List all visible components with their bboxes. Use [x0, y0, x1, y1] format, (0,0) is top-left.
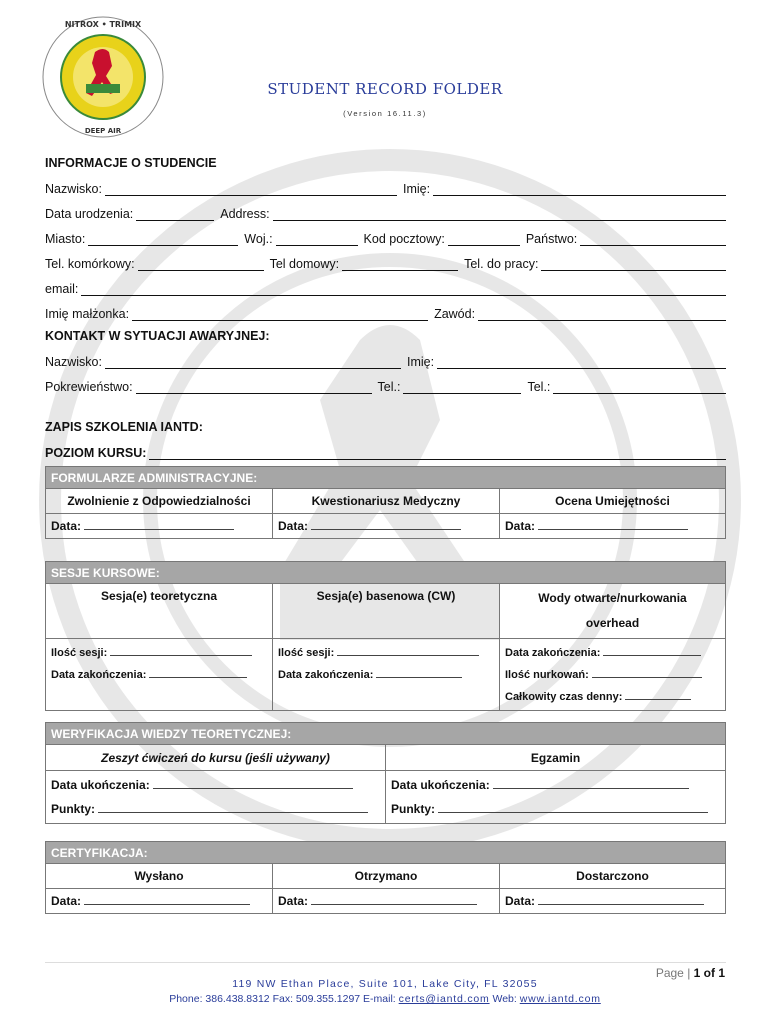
- waiver-date-label: Data:: [51, 519, 82, 533]
- footer-address: 119 NW Ethan Place, Suite 101, Lake City, FL 32055: [232, 978, 538, 990]
- sent-header: Wysłano: [46, 864, 273, 889]
- delivered-date-cell: [500, 889, 726, 914]
- workbook-cell: [46, 771, 386, 824]
- birth-date-field[interactable]: [136, 207, 214, 221]
- course-level-label: POZIOM KURSU:: [45, 446, 147, 460]
- emergency-tel2-label: Tel.:: [527, 380, 551, 394]
- theory-completion-field[interactable]: [149, 667, 247, 678]
- email-field[interactable]: [81, 282, 726, 296]
- open-water-header-line1: Wody otwarte/nurkowania: [538, 591, 687, 605]
- medical-date-label: Data:: [278, 519, 309, 533]
- row-course-level: [45, 442, 726, 460]
- emergency-tel2-field[interactable]: [553, 380, 726, 394]
- row-name: [45, 178, 726, 196]
- received-header: Otrzymano: [273, 864, 500, 889]
- row-city: [45, 228, 726, 246]
- work-phone-label: Tel. do pracy:: [464, 257, 539, 271]
- exam-completion-field[interactable]: [493, 778, 689, 789]
- emergency-first-name-label: Imię:: [406, 355, 435, 369]
- pool-completion-field[interactable]: [376, 667, 462, 678]
- first-name-label: Imię:: [402, 182, 431, 196]
- skills-date-field[interactable]: [538, 519, 688, 530]
- pool-count-label: Ilość sesji:: [278, 647, 335, 659]
- open-water-cell: [500, 639, 726, 711]
- medical-date-cell: [273, 514, 500, 539]
- emergency-tel1-field[interactable]: [403, 380, 521, 394]
- footer-phone-fax: Phone: 386.438.8312 Fax: 509.355.1297 E-mail:: [169, 993, 396, 1005]
- document-version: (Version 16.11.3): [343, 109, 427, 118]
- emergency-first-name-field[interactable]: [437, 355, 726, 369]
- province-field[interactable]: [276, 232, 358, 246]
- dive-count-label: Ilość nurkowań:: [505, 669, 589, 681]
- svg-text:DEEP AIR: DEEP AIR: [84, 127, 122, 135]
- waiver-header: Zwolnienie z Odpowiedzialności: [46, 489, 273, 514]
- workbook-points-label: Punkty:: [51, 802, 96, 816]
- skills-assessment-header: Ocena Umiejętności: [500, 489, 726, 514]
- workbook-header: Zeszyt ćwiczeń do kursu (jeśli używany): [46, 745, 386, 771]
- document-title: STUDENT RECORD FOLDER: [267, 80, 503, 98]
- theory-sessions-header: Sesja(e) teoretyczna: [46, 584, 273, 639]
- delivered-header: Dostarczono: [500, 864, 726, 889]
- svg-text:NITROX • TRIMIX: NITROX • TRIMIX: [64, 20, 142, 29]
- theory-count-field[interactable]: [110, 645, 252, 656]
- home-phone-field[interactable]: [342, 257, 458, 271]
- email-label: email:: [45, 282, 79, 296]
- first-name-field[interactable]: [433, 182, 726, 196]
- knowledge-verification-heading: WERYFIKACJA WIEDZY TEORETYCZNEJ:: [46, 723, 726, 745]
- birth-date-label: Data urodzenia:: [45, 207, 134, 221]
- footer-email-link[interactable]: certs@iantd.com: [398, 993, 490, 1005]
- province-label: Woj.:: [244, 232, 273, 246]
- skills-date-cell: [500, 514, 726, 539]
- course-sessions-heading: SESJE KURSOWE:: [46, 562, 726, 584]
- footer-web-label: Web:: [492, 993, 517, 1005]
- workbook-points-field[interactable]: [98, 802, 368, 813]
- dive-count-field[interactable]: [592, 667, 702, 678]
- ow-completion-field[interactable]: [603, 645, 701, 656]
- relation-label: Pokrewieństwo:: [45, 380, 133, 394]
- row-phones: [45, 253, 726, 271]
- received-date-field[interactable]: [311, 894, 477, 905]
- footer-web-link[interactable]: www.iantd.com: [519, 993, 601, 1005]
- emergency-surname-label: Nazwisko:: [45, 355, 102, 369]
- city-field[interactable]: [88, 232, 238, 246]
- row-emergency-name: [45, 351, 726, 369]
- exam-header: Egzamin: [386, 745, 726, 771]
- sent-date-field[interactable]: [84, 894, 250, 905]
- workbook-completion-field[interactable]: [153, 778, 353, 789]
- theory-count-label: Ilość sesji:: [51, 647, 108, 659]
- pool-count-field[interactable]: [337, 645, 479, 656]
- received-date-cell: [273, 889, 500, 914]
- open-water-header: [500, 584, 726, 639]
- sent-date-label: Data:: [51, 894, 82, 908]
- emergency-tel1-label: Tel.:: [377, 380, 401, 394]
- relation-field[interactable]: [136, 380, 372, 394]
- row-birth-address: [45, 203, 726, 221]
- student-info-heading: INFORMACJE O STUDENCIE: [45, 156, 217, 170]
- course-sessions-table: [45, 561, 726, 711]
- medical-date-field[interactable]: [311, 519, 461, 530]
- open-water-header-line2: overhead: [585, 616, 640, 630]
- address-label: Address:: [220, 207, 270, 221]
- row-emergency-relation: [45, 376, 726, 394]
- country-label: Państwo:: [525, 232, 578, 246]
- workbook-completion-label: Data ukończenia:: [51, 778, 150, 792]
- knowledge-verification-table: [45, 722, 726, 824]
- certification-heading: CERTYFIKACJA:: [46, 842, 726, 864]
- exam-points-label: Punkty:: [391, 802, 436, 816]
- certification-table: [45, 841, 726, 914]
- home-phone-label: Tel domowy:: [269, 257, 340, 271]
- delivered-date-label: Data:: [505, 894, 536, 908]
- occupation-label: Zawód:: [434, 307, 476, 321]
- admin-forms-heading: FORMULARZE ADMINISTRACYJNE:: [46, 467, 726, 489]
- row-spouse: [45, 303, 726, 321]
- ow-completion-label: Data zakończenia:: [505, 647, 601, 659]
- total-dive-time-field[interactable]: [625, 689, 691, 700]
- page-label: Page |: [655, 966, 691, 980]
- mobile-label: Tel. komórkowy:: [45, 257, 135, 271]
- theory-completion-label: Data zakończenia:: [51, 669, 147, 681]
- exam-completion-label: Data ukończenia:: [391, 778, 490, 792]
- pool-session-cell: [273, 639, 500, 711]
- work-phone-field[interactable]: [541, 257, 726, 271]
- sent-date-cell: [46, 889, 273, 914]
- country-field[interactable]: [580, 232, 726, 246]
- spouse-name-label: Imię małżonka:: [45, 307, 130, 321]
- admin-forms-table: [45, 466, 726, 539]
- received-date-label: Data:: [278, 894, 309, 908]
- pool-sessions-header: Sesja(e) basenowa (CW): [273, 584, 500, 639]
- delivered-date-field[interactable]: [538, 894, 704, 905]
- exam-cell: [386, 771, 726, 824]
- exam-points-field[interactable]: [438, 802, 708, 813]
- footer-contact: [0, 993, 770, 1005]
- theory-session-cell: [46, 639, 273, 711]
- row-email: [45, 278, 726, 296]
- postal-code-field[interactable]: [448, 232, 520, 246]
- emergency-surname-field[interactable]: [105, 355, 401, 369]
- emergency-contact-heading: KONTAKT W SYTUACJI AWARYJNEJ:: [45, 329, 270, 343]
- mobile-field[interactable]: [138, 257, 264, 271]
- iantd-logo-icon: [40, 14, 166, 140]
- footer-divider: [45, 962, 726, 963]
- waiver-date-cell: [46, 514, 273, 539]
- address-field[interactable]: [273, 207, 726, 221]
- spouse-name-field[interactable]: [132, 307, 428, 321]
- surname-label: Nazwisko:: [45, 182, 102, 196]
- postal-code-label: Kod pocztowy:: [363, 232, 445, 246]
- occupation-field[interactable]: [478, 307, 726, 321]
- medical-questionnaire-header: Kwestionariusz Medyczny: [273, 489, 500, 514]
- training-record-heading: ZAPIS SZKOLENIA IANTD:: [45, 420, 203, 434]
- course-level-field[interactable]: [149, 446, 726, 460]
- total-dive-time-label: Całkowity czas denny:: [505, 691, 623, 703]
- waiver-date-field[interactable]: [84, 519, 234, 530]
- page-of: 1 of 1: [693, 966, 725, 980]
- surname-field[interactable]: [105, 182, 397, 196]
- skills-date-label: Data:: [505, 519, 536, 533]
- pool-completion-label: Data zakończenia:: [278, 669, 374, 681]
- city-label: Miasto:: [45, 232, 86, 246]
